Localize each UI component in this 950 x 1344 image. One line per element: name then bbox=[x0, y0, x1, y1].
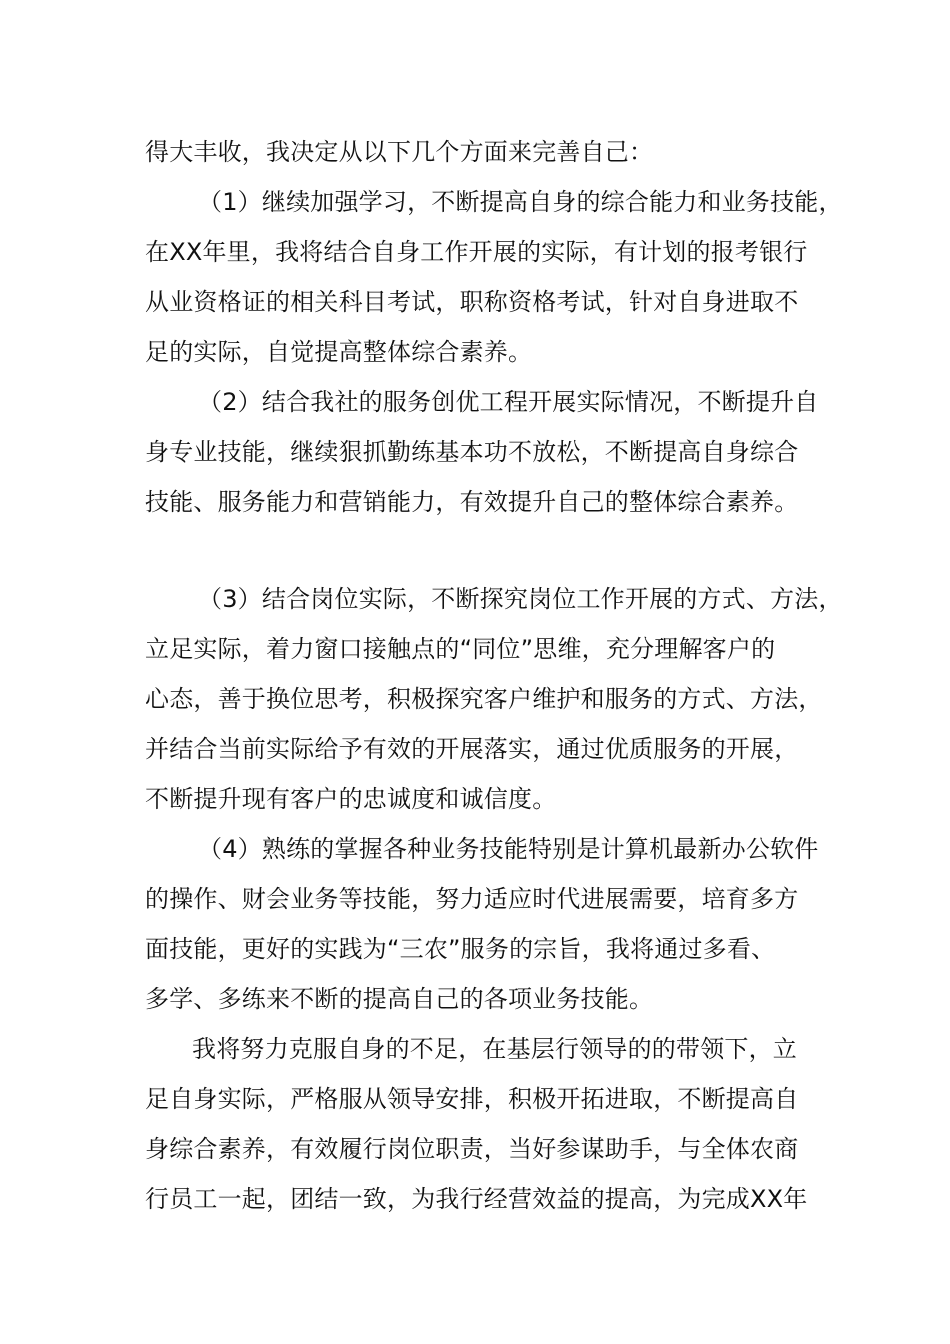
text-line: 我将努力克服自身的不足，在基层行领导的的带领下，立 bbox=[192, 1035, 797, 1063]
text-line: 立足实际，着力窗口接触点的“同位”思维，充分理解客户的 bbox=[145, 635, 776, 663]
text-line: 不断提升现有客户的忠诚度和诚信度。 bbox=[145, 785, 557, 813]
text-line: 心态，善于换位思考，积极探究客户维护和服务的方式、方法， bbox=[145, 685, 823, 713]
text-line: 面技能，更好的实践为“三农”服务的宗旨，我将通过多看、 bbox=[145, 935, 776, 963]
text-line: 身专业技能，继续狠抓勤练基本功不放松，不断提高自身综合 bbox=[145, 438, 799, 466]
text-line: 的操作、财会业务等技能，努力适应时代进展需要，培育多方 bbox=[145, 885, 799, 913]
text-line: 身综合素养，有效履行岗位职责，当好参谋助手，与全体农商 bbox=[145, 1135, 799, 1163]
text-line: 行员工一起，团结一致，为我行经营效益的提高，为完成XX年 bbox=[145, 1185, 808, 1213]
text-line: 足自身实际，严格服从领导安排，积极开拓进取，不断提高自 bbox=[145, 1085, 799, 1113]
text-line: 多学、多练来不断的提高自己的各项业务技能。 bbox=[145, 985, 654, 1013]
text-line: 从业资格证的相关科目考试，职称资格考试，针对自身进取不 bbox=[145, 288, 799, 316]
text-line: 在XX年里，我将结合自身工作开展的实际，有计划的报考银行 bbox=[145, 238, 808, 266]
text-line: 并结合当前实际给予有效的开展落实，通过优质服务的开展， bbox=[145, 735, 799, 763]
text-line: （3）结合岗位实际，不断探究岗位工作开展的方式、方法， bbox=[198, 585, 843, 613]
text-line: （4）熟练的掌握各种业务技能特别是计算机最新办公软件 bbox=[198, 835, 819, 863]
text-line: （1）继续加强学习，不断提高自身的综合能力和业务技能， bbox=[198, 188, 843, 216]
text-line: 技能、服务能力和营销能力，有效提升自己的整体综合素养。 bbox=[145, 488, 799, 516]
text-line: 足的实际，自觉提高整体综合素养。 bbox=[145, 338, 533, 366]
text-line: 得大丰收，我决定从以下几个方面来完善自己： bbox=[145, 138, 654, 166]
text-line: （2）结合我社的服务创优工程开展实际情况，不断提升自 bbox=[198, 388, 819, 416]
